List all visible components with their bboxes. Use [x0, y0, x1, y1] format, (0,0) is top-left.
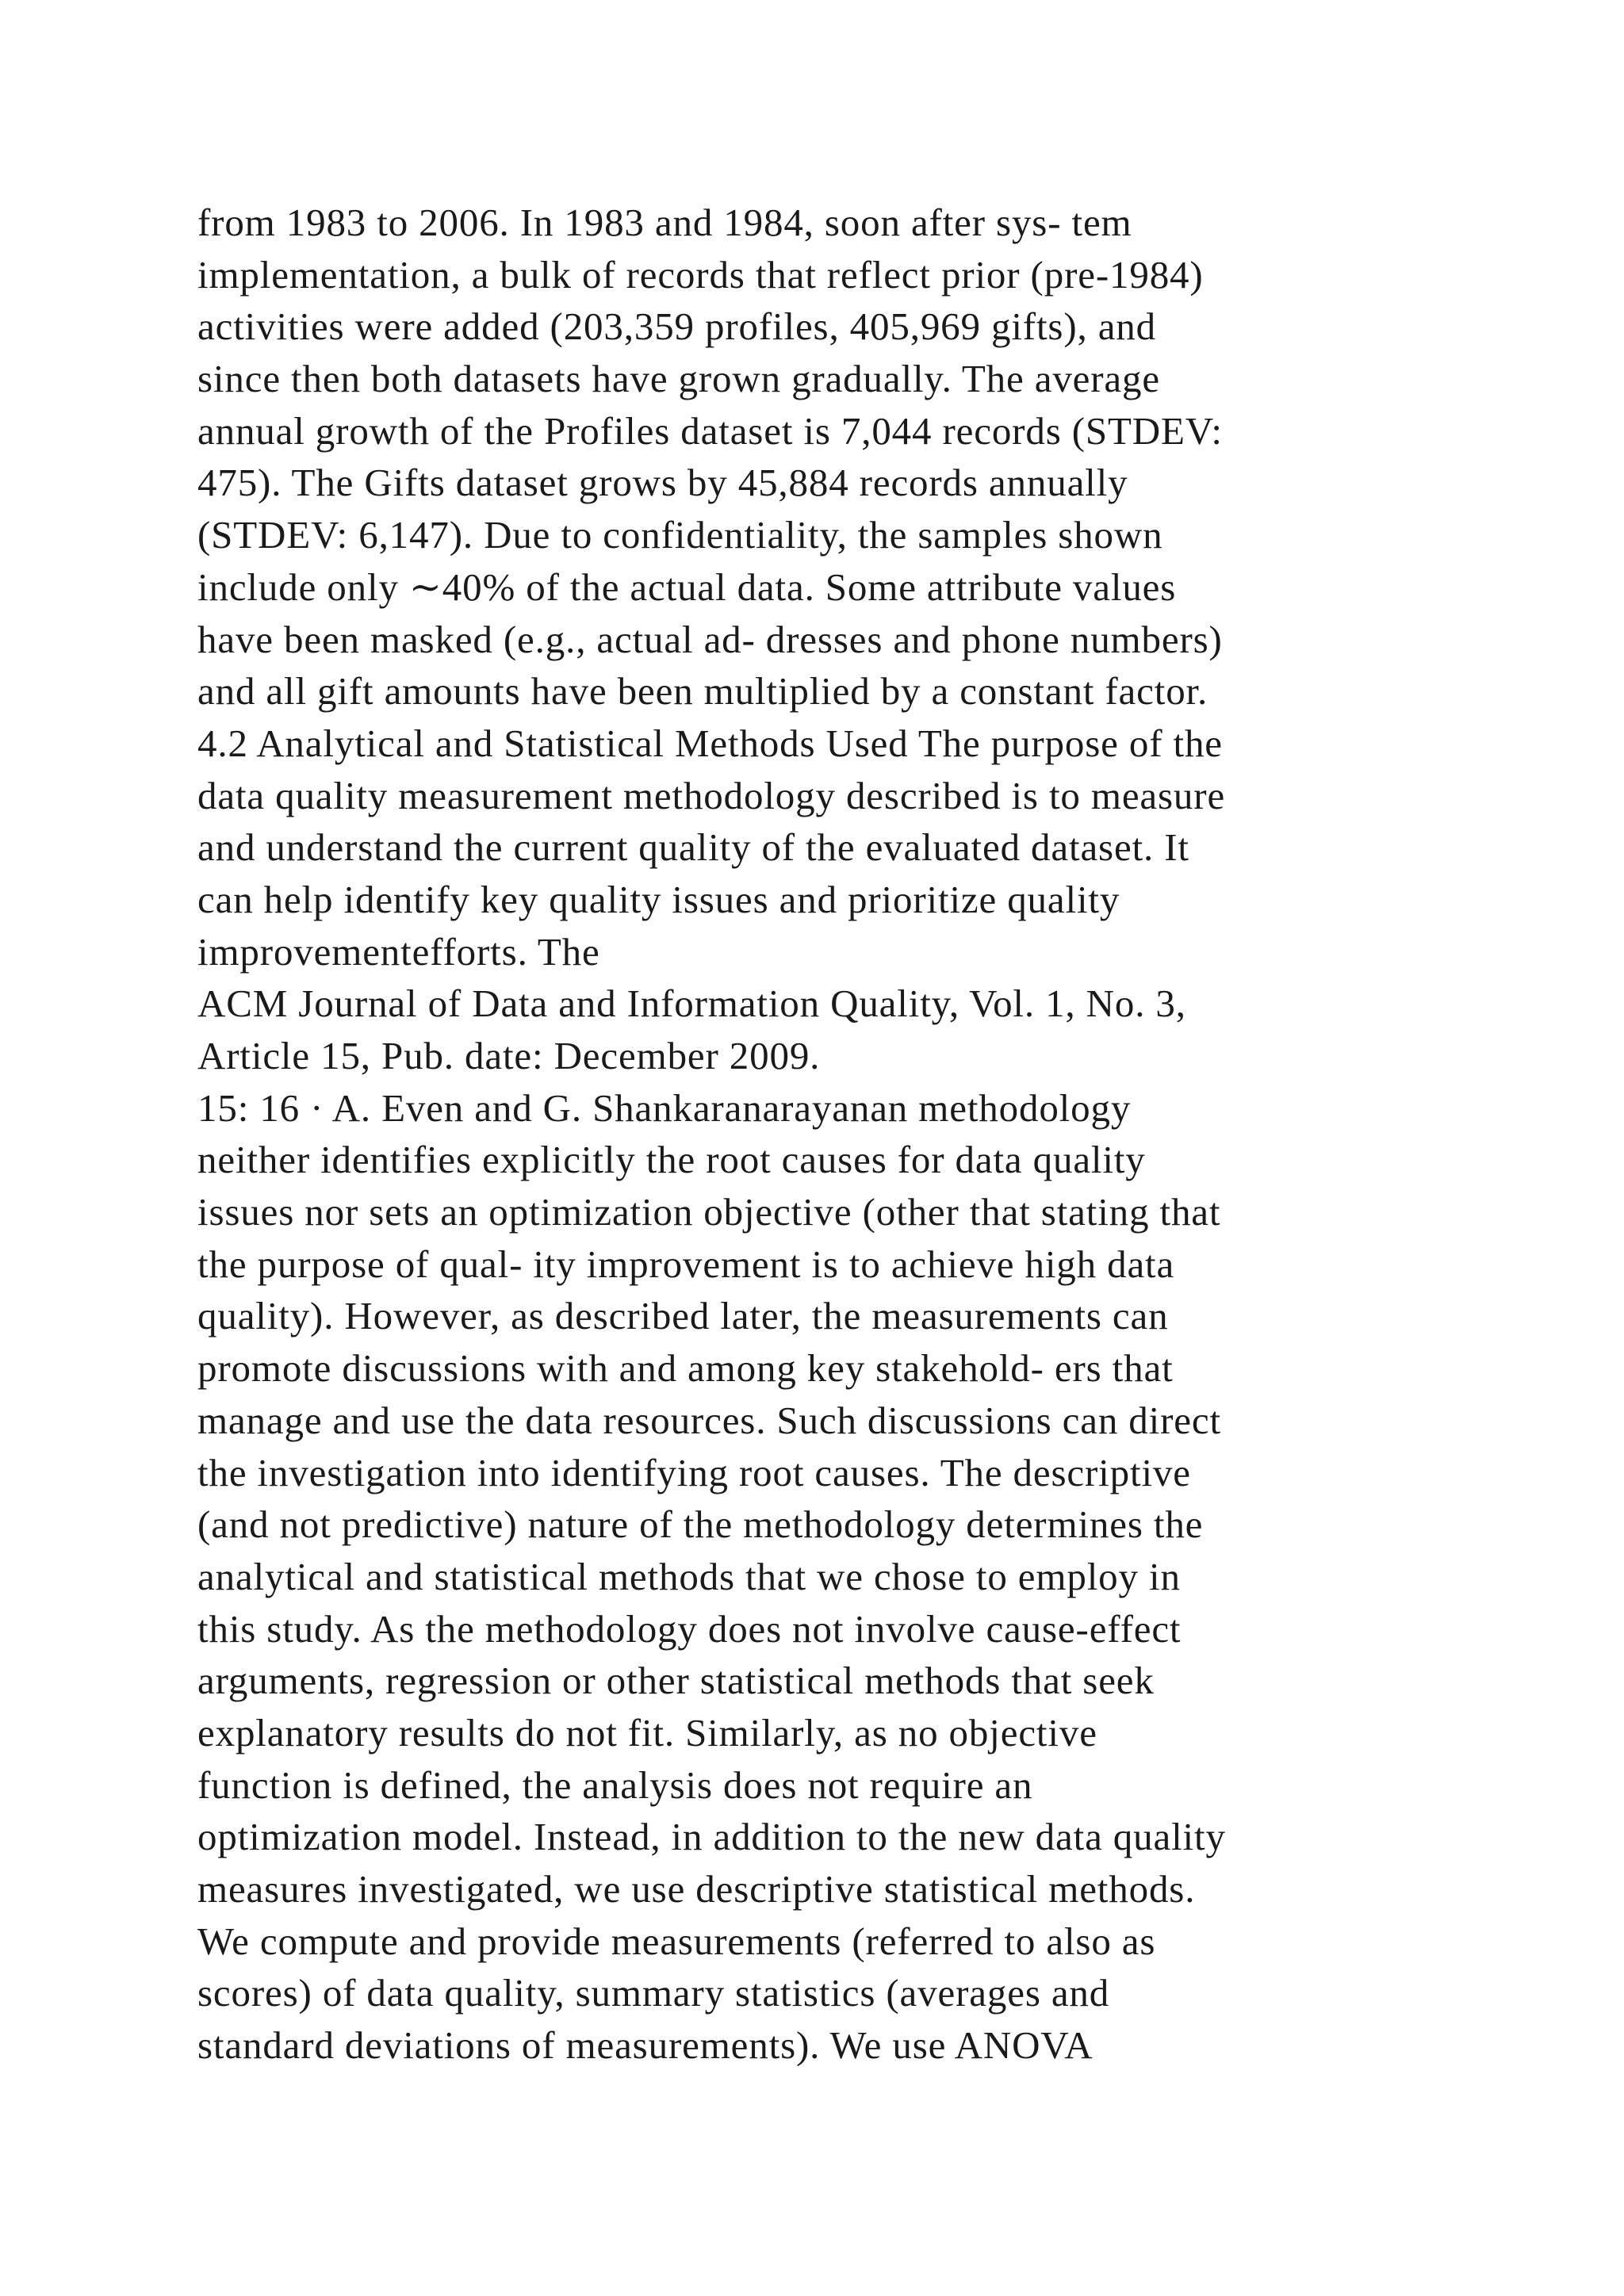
text-line: function is defined, the analysis does not require an: [197, 1762, 1033, 1807]
text-line: neither identifies explicitly the root causes for data quality: [197, 1138, 1146, 1182]
text-line: standard deviations of measurements). We use ANOVA: [197, 2023, 1094, 2068]
section-heading-line: 4.2 Analytical and Statistical Methods Used The purpose of the: [197, 721, 1223, 765]
text-line: activities were added (203,359 profiles, 405,969 gifts), and: [197, 304, 1157, 349]
text-line: scores) of data quality, summary statistics (averages and: [197, 1971, 1110, 2015]
text-line: data quality measurement methodology described is to measure: [197, 773, 1226, 817]
text-line: (STDEV: 6,147). Due to confidentiality, the samples shown: [197, 513, 1163, 557]
text-line: analytical and statistical methods that we chose to employ in: [197, 1554, 1181, 1598]
text-line: arguments, regression or other statistical methods that seek: [197, 1659, 1155, 1703]
body-text: [197, 197, 1498, 2072]
text-line: and all gift amounts have been multiplied by a constant factor.: [197, 669, 1208, 714]
text-line: this study. As the methodology does not involve cause-effect: [197, 1606, 1182, 1651]
text-line: implementation, a bulk of records that reflect prior (pre-1984): [197, 252, 1204, 297]
text-line: have been masked (e.g., actual ad- dresses and phone numbers): [197, 617, 1223, 661]
running-header-line: 15: 16 · A. Even and G. Shankaranarayanan methodology: [197, 1085, 1132, 1130]
text-line: can help identify key quality issues and prioritize quality: [197, 877, 1120, 921]
text-line: (and not predictive) nature of the methodology determines the: [197, 1502, 1204, 1547]
text-line: measures investigated, we use descriptive statistical methods.: [197, 1867, 1196, 1911]
text-line: quality). However, as described later, the measurements can: [197, 1294, 1169, 1338]
text-line: since then both datasets have grown gradually. The average: [197, 357, 1160, 401]
journal-footer-line: ACM Journal of Data and Information Quality, Vol. 1, No. 3,: [197, 982, 1186, 1026]
text-line: the investigation into identifying root causes. The descriptive: [197, 1450, 1191, 1494]
text-line: and understand the current quality of the evaluated dataset. It: [197, 825, 1189, 870]
text-line: issues nor sets an optimization objective (other that stating that: [197, 1190, 1221, 1234]
text-line: from 1983 to 2006. In 1983 and 1984, soon after sys- tem: [197, 201, 1132, 244]
text-line: 475). The Gifts dataset grows by 45,884 records annually: [197, 461, 1128, 505]
text-line: optimization model. Instead, in addition to the new data quality: [197, 1815, 1226, 1859]
text-line: We compute and provide measurements (referred to also as: [197, 1919, 1156, 1963]
text-line: annual growth of the Profiles dataset is 7,044 records (STDEV:: [197, 408, 1223, 453]
text-line: explanatory results do not fit. Similarly, as no objective: [197, 1710, 1097, 1755]
text-line: promote discussions with and among key stakehold- ers that: [197, 1346, 1174, 1391]
text-line: manage and use the data resources. Such discussions can direct: [197, 1398, 1221, 1442]
text-line: the purpose of qual- ity improvement is to achieve high data: [197, 1242, 1175, 1286]
text-line: improvementefforts. The: [197, 929, 600, 974]
journal-footer-line: Article 15, Pub. date: December 2009.: [197, 1034, 821, 1077]
text-line: include only ∼40% of the actual data. Some attribute values: [197, 564, 1177, 609]
